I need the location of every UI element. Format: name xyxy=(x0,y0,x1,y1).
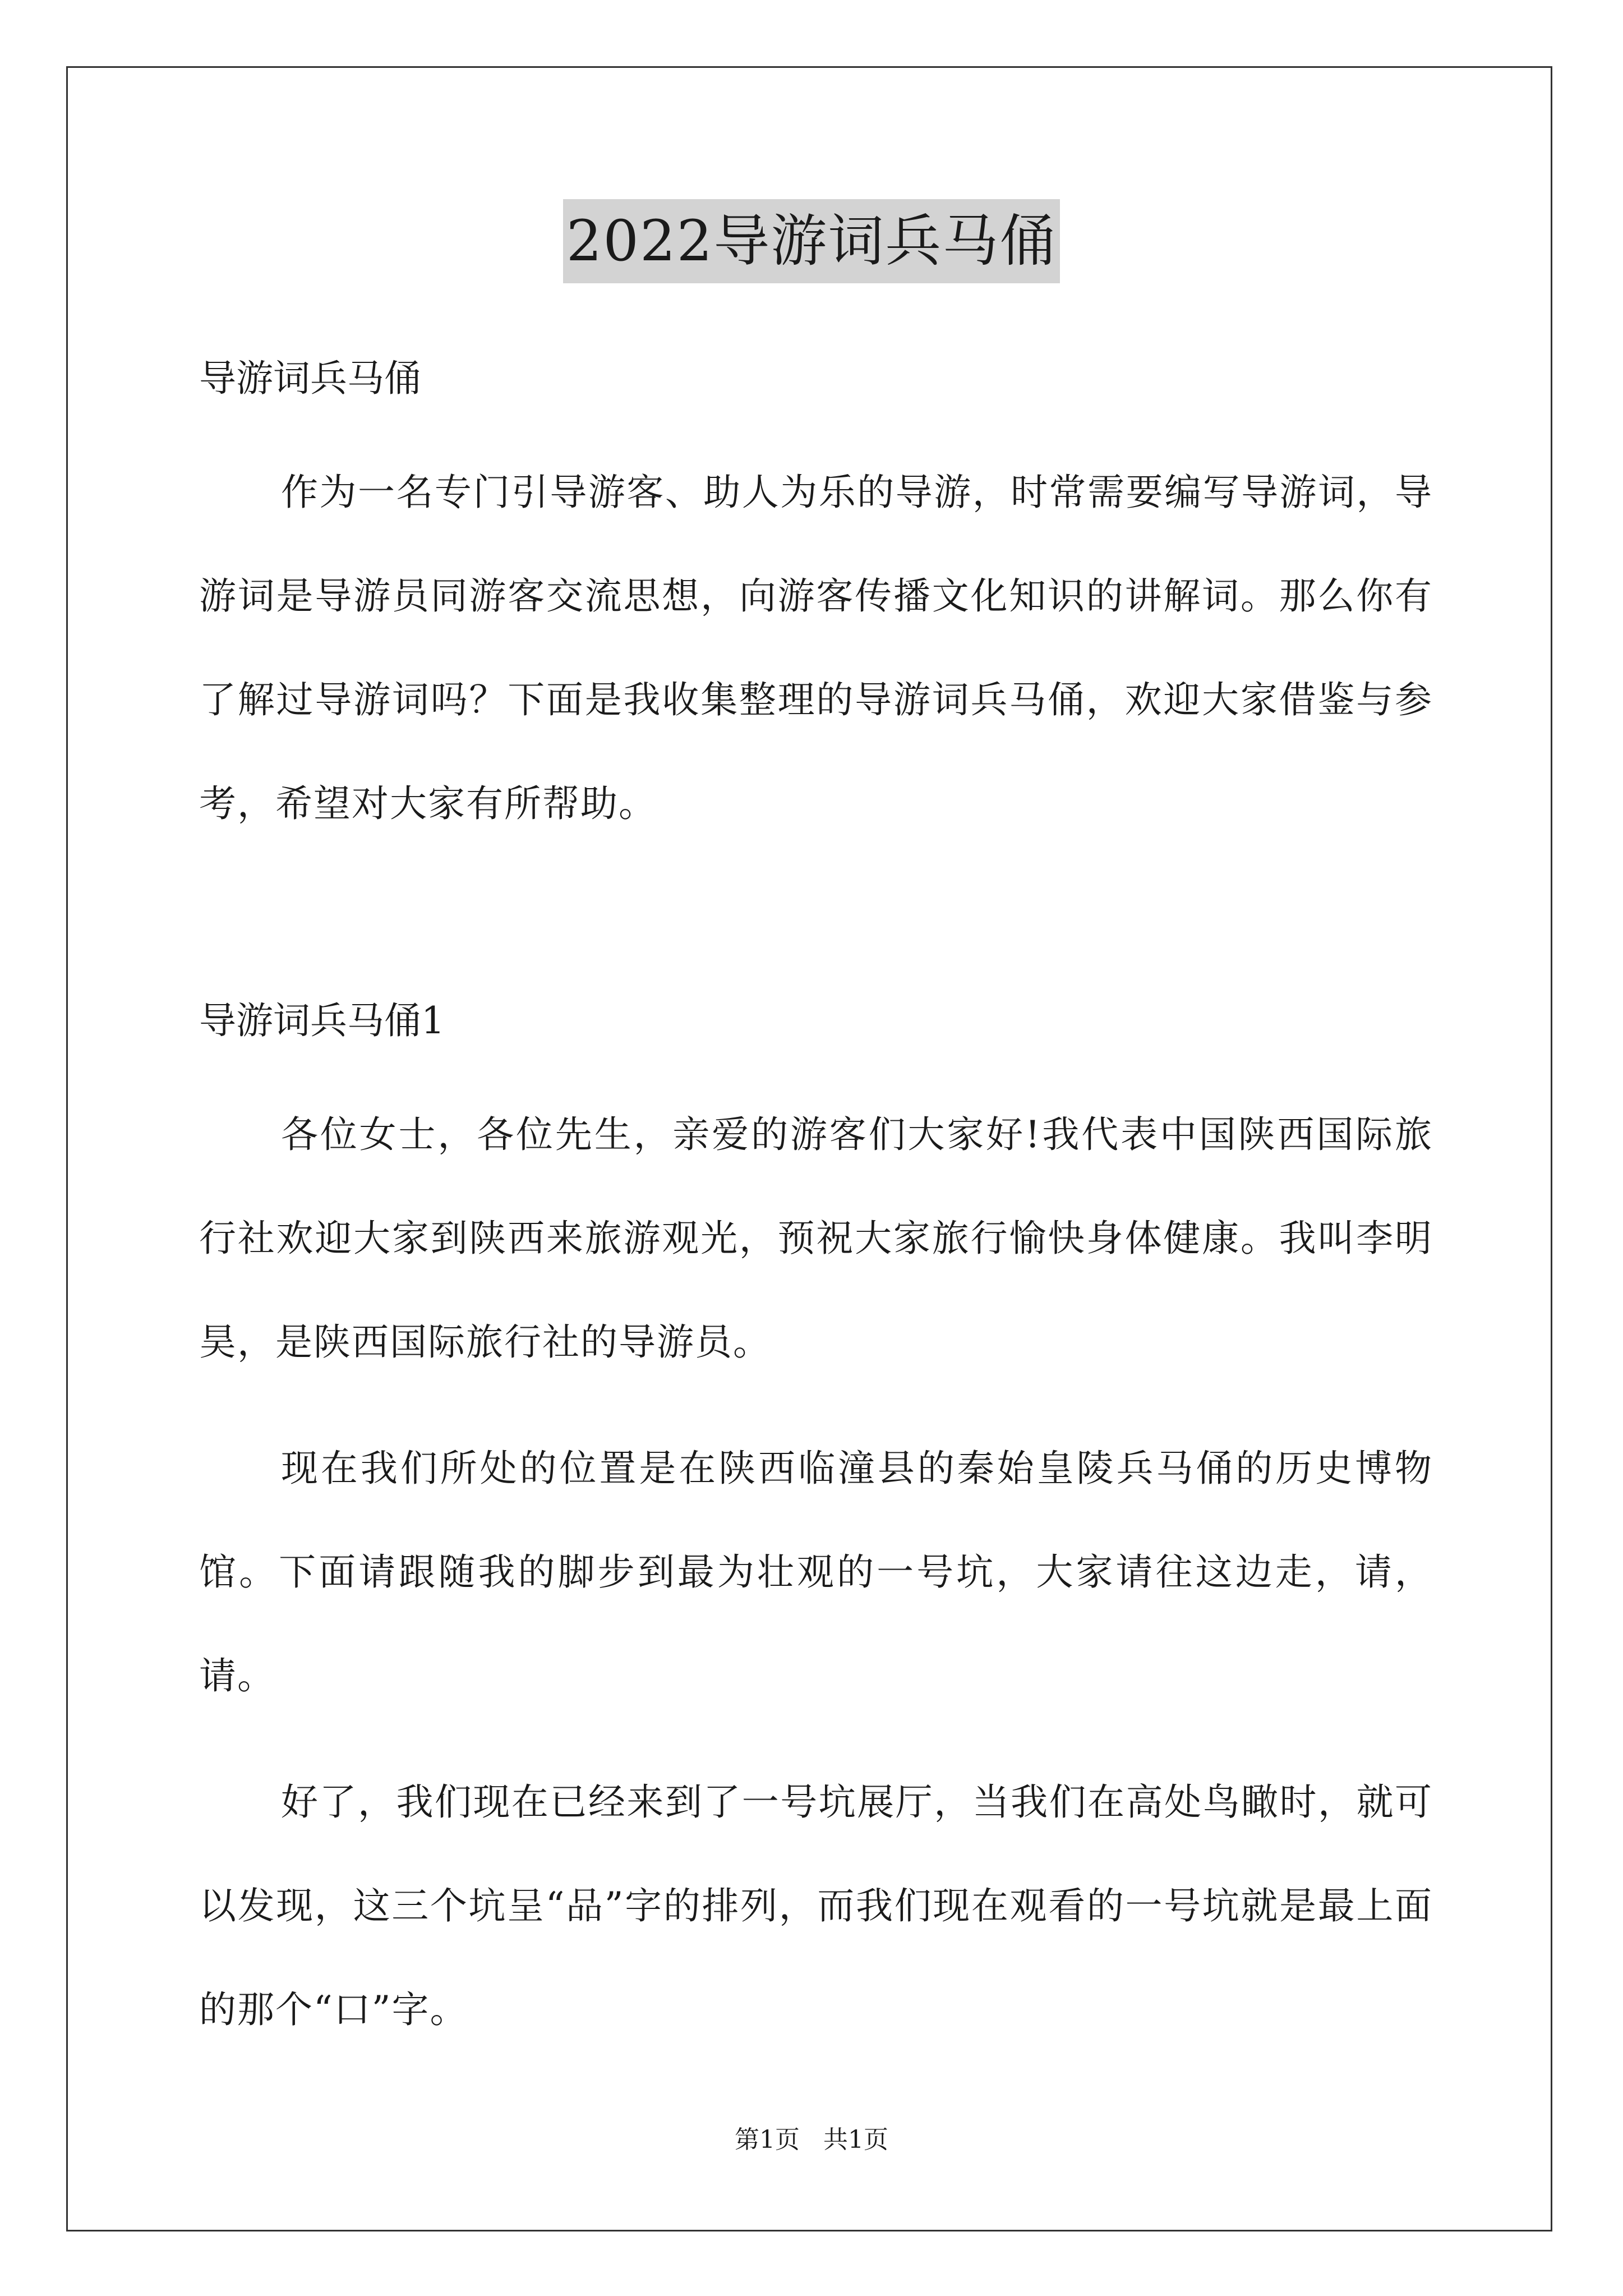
body-paragraph: 现在我们所处的位置是在陕西临潼县的秦始皇陵兵马俑的历史博物馆。下面请跟随我的脚步到最为壮观的一号坑，大家请往这边走，请，请。 xyxy=(199,1447,1433,1697)
document-body xyxy=(199,337,1433,2062)
page-footer: 第1页 共1页 xyxy=(735,2125,888,2154)
body-paragraph: 各位女士，各位先生，亲爱的游客们大家好!我代表中国陕西国际旅行社欢迎大家到陕西来旅游观光，预祝大家旅行愉快身体健康。我叫李明昊，是陕西国际旅行社的导游员。 xyxy=(199,1113,1433,1364)
document-subtitle: 导游词兵马俑 xyxy=(199,357,421,400)
title-container xyxy=(0,199,1623,283)
document-title: 2022导游词兵马俑 xyxy=(563,199,1061,283)
intro-paragraph: 作为一名专门引导游客、助人为乐的导游，时常需要编写导游词，导游词是导游员同游客交流思想，向游客传播文化知识的讲解词。那么你有了解过导游词吗？下面是我收集整理的导游词兵马俑，欢迎大家借鉴与参考，希望对大家有所帮助。 xyxy=(199,471,1433,825)
body-paragraph: 好了，我们现在已经来到了一号坑展厅，当我们在高处鸟瞰时，就可以发现，这三个坑呈“品”字的排列，而我们现在观看的一号坑就是最上面的那个“口”字。 xyxy=(199,1780,1433,2031)
section-heading: 导游词兵马俑1 xyxy=(199,999,445,1042)
section-gap xyxy=(199,855,1433,979)
